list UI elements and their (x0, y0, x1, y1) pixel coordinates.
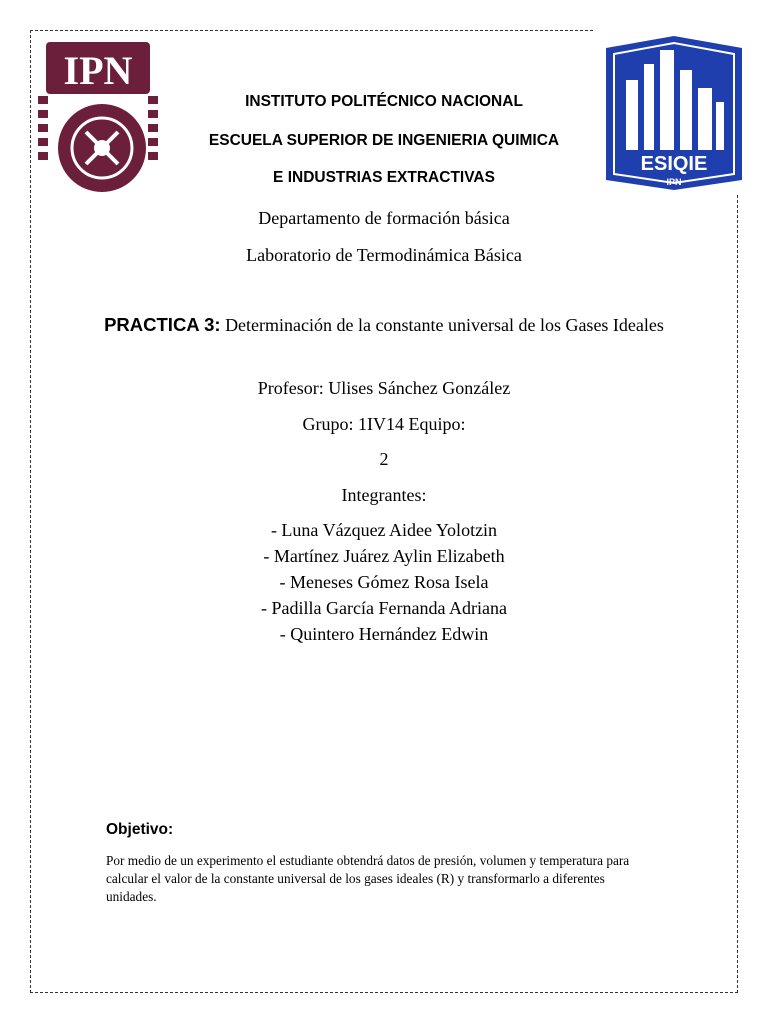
grupo: Grupo: 1IV14 Equipo: (302, 414, 466, 434)
objetivo-text: Por medio de un experimento el estudiante obtendrá datos de presión, volumen y temperatura para calcular el valor de la constante universal de los gases ideales (R) y transformarlo a diferentes unidades. (106, 853, 630, 904)
equipo-number: 2 (379, 449, 389, 469)
school-name-line1: ESCUELA SUPERIOR DE INGENIERIA QUIMICA (208, 132, 560, 149)
list-item: - Luna Vázquez Aidee Yolotzin (270, 520, 498, 540)
list-item: - Meneses Gómez Rosa Isela (279, 572, 489, 592)
department: Departamento de formación básica (258, 208, 510, 228)
practica-title: Determinación de la constante universal de los Gases Ideales (225, 315, 664, 335)
svg-text:IPN: IPN (63, 48, 133, 93)
objetivo-title: Objetivo: (106, 821, 174, 838)
svg-text:IPN: IPN (666, 177, 682, 187)
practica-heading (100, 312, 668, 338)
practica-label: PRACTICA 3: (104, 314, 221, 335)
list-item: - Martínez Juárez Aylin Elizabeth (263, 546, 505, 566)
profesor: Profesor: Ulises Sánchez González (257, 378, 511, 398)
institution-name: INSTITUTO POLITÉCNICO NACIONAL (245, 93, 523, 110)
laboratory: Laboratorio de Termodinámica Básica (246, 245, 522, 265)
list-item: - Padilla García Fernanda Adriana (261, 598, 507, 618)
svg-text:ESIQIE: ESIQIE (640, 153, 708, 175)
list-item: - Quintero Hernández Edwin (279, 624, 489, 644)
integrantes-label: Integrantes: (341, 485, 427, 505)
school-name-line2: E INDUSTRIAS EXTRACTIVAS (273, 169, 495, 186)
